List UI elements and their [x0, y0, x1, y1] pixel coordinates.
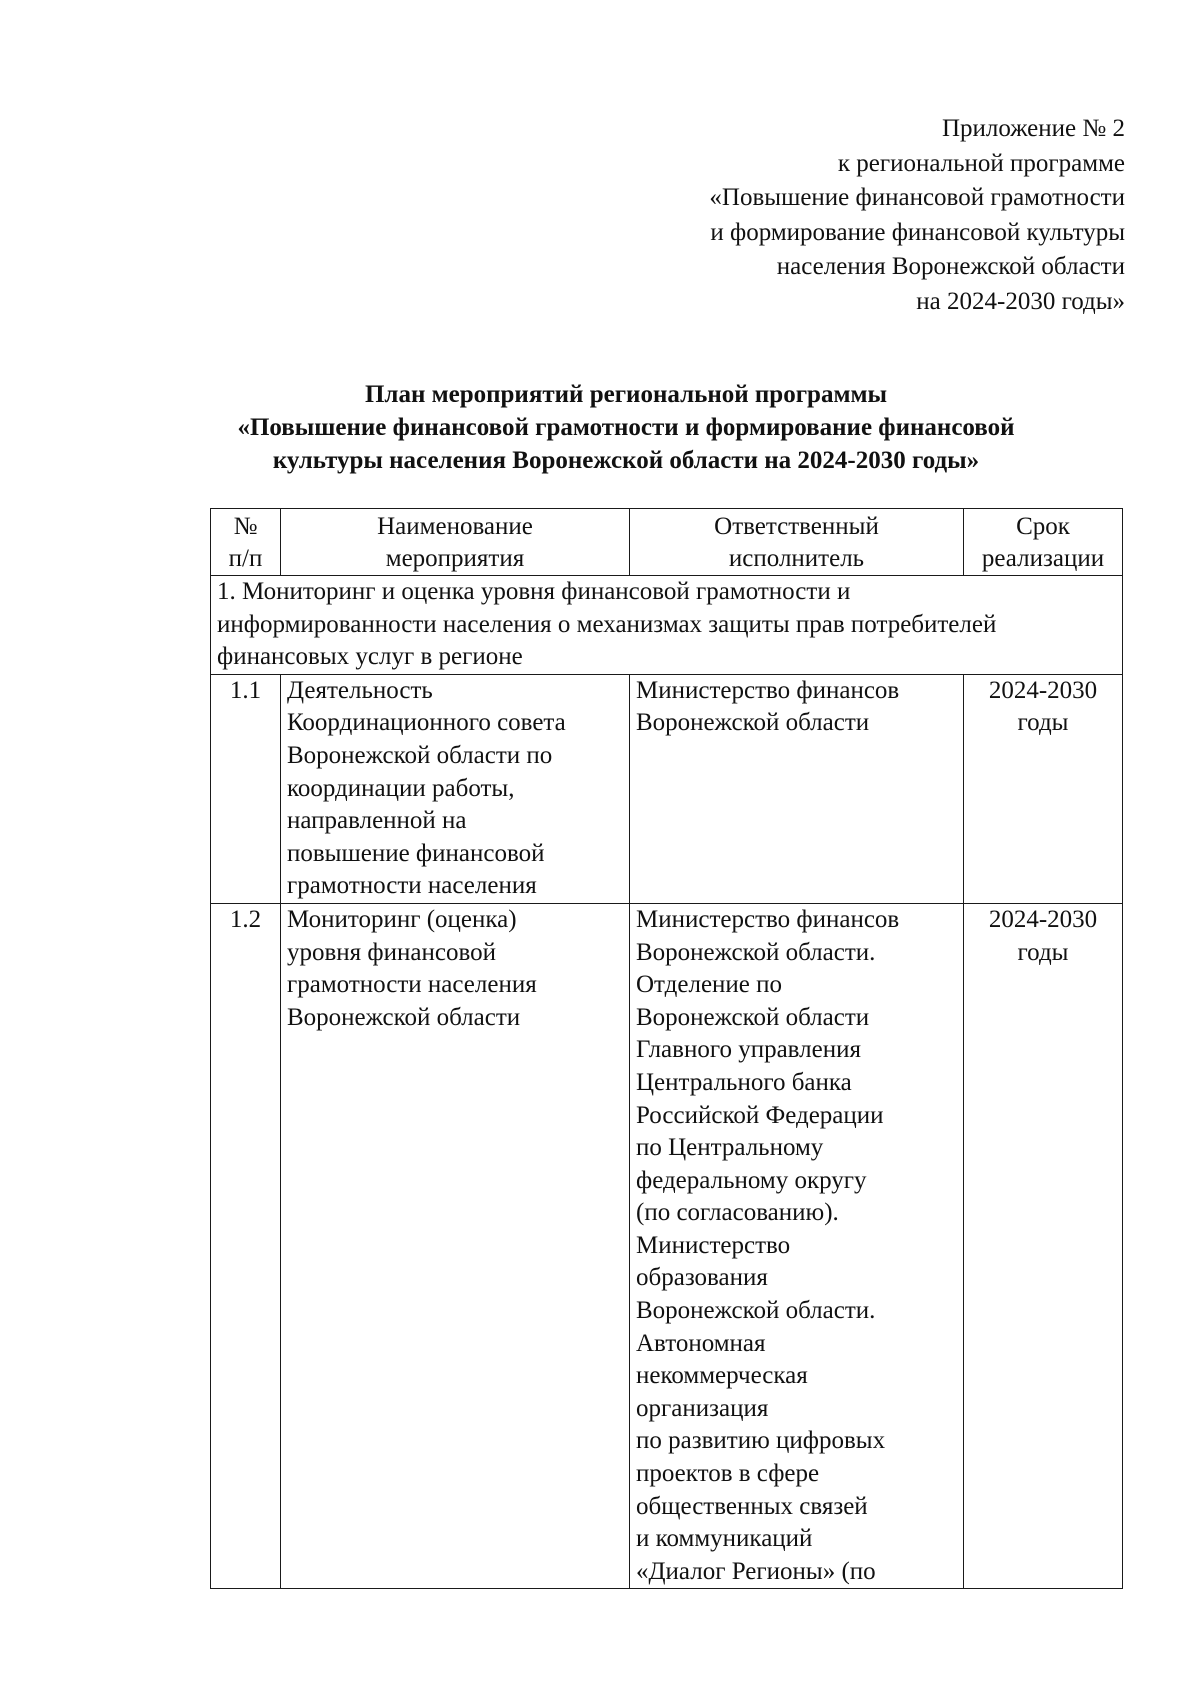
header-resp-line: Ответственный	[714, 513, 879, 540]
row-resp-line: Главного управления	[636, 1036, 861, 1064]
row-responsible	[630, 903, 964, 1588]
header-term	[964, 509, 1123, 576]
row-responsible	[630, 674, 964, 903]
appendix-line: Приложение № 2	[941, 115, 1125, 142]
row-term-line: 2024-2030	[988, 905, 1098, 933]
row-resp-line: Отделение по	[636, 971, 783, 999]
row-resp-line: федеральному округу	[636, 1166, 867, 1194]
row-resp-line: Министерство	[636, 1231, 791, 1259]
row-resp-line: некоммерческая	[636, 1362, 808, 1390]
header-num	[211, 509, 281, 576]
row-name-line: Воронежской области	[287, 1003, 521, 1031]
row-num: 1.1	[211, 674, 281, 903]
row-term-line: 2024-2030	[988, 676, 1098, 704]
appendix-line: населения Воронежской области	[776, 253, 1125, 280]
row-resp-line: по развитию цифровых	[636, 1427, 886, 1455]
section-line: 1. Мониторинг и оценка уровня финансовой грамотности и	[217, 578, 851, 605]
row-name-line: уровня финансовой	[287, 938, 496, 966]
header-term-line: реализации	[981, 545, 1105, 572]
row-resp-line: (по согласованию).	[636, 1199, 839, 1227]
row-resp-line: Автономная	[636, 1329, 766, 1357]
plan-title-line: культуры населения Воронежской области на 2024-2030 годы»	[272, 447, 980, 474]
row-name-line: повышение финансовой	[287, 839, 545, 867]
table-header-row	[211, 509, 1123, 576]
section-line: финансовых услуг в регионе	[217, 643, 523, 671]
appendix-line: «Повышение финансовой грамотности	[709, 184, 1125, 211]
section-line: информированности населения о механизмах защиты прав потребителей	[217, 610, 997, 638]
row-term-line: годы	[1017, 709, 1069, 737]
row-num: 1.2	[211, 903, 281, 1588]
row-resp-line: Министерство финансов	[636, 905, 900, 933]
header-name	[281, 509, 630, 576]
row-name-line: Координационного совета	[287, 709, 566, 737]
row-name-line: грамотности населения	[287, 971, 537, 999]
table-row	[211, 674, 1123, 903]
plan-title-line: «Повышение финансовой грамотности и формирование финансовой	[237, 414, 1015, 441]
appendix-line: на 2024-2030 годы»	[916, 287, 1125, 315]
row-name-line: направленной на	[287, 807, 467, 835]
row-resp-line: Центрального банка	[636, 1068, 852, 1096]
row-name-line: Деятельность	[287, 676, 433, 704]
row-term	[964, 903, 1123, 1588]
row-resp-line: Воронежской области.	[636, 1297, 876, 1325]
row-resp-line: «Диалог Регионы» (по	[636, 1557, 876, 1585]
row-resp-line: Воронежской области.	[636, 938, 876, 966]
table-row	[211, 903, 1123, 1588]
header-resp	[630, 509, 964, 576]
row-name-line: грамотности населения	[287, 872, 537, 900]
row-resp-line: образования	[636, 1264, 768, 1292]
section-1-title	[211, 576, 1123, 675]
row-name-line: координации работы,	[287, 774, 515, 802]
row-resp-line: Российской Федерации	[636, 1101, 884, 1129]
row-resp-line: по Центральному	[636, 1134, 824, 1162]
row-resp-line: и коммуникаций	[636, 1525, 813, 1553]
appendix-line: к региональной программе	[837, 149, 1125, 177]
row-name	[281, 674, 630, 903]
row-resp-line: Воронежской области	[636, 709, 870, 737]
row-term-line: годы	[1017, 938, 1069, 966]
appendix-header	[709, 112, 1125, 319]
header-resp-line: исполнитель	[728, 545, 865, 572]
header-name-line: Наименование	[377, 513, 533, 540]
row-term	[964, 674, 1123, 903]
row-resp-line: организация	[636, 1394, 769, 1422]
header-num-line: №	[233, 513, 258, 540]
row-name-line: Воронежской области по	[287, 741, 553, 769]
header-num-line: п/п	[228, 545, 263, 572]
row-resp-line: Воронежской области	[636, 1003, 870, 1031]
header-name-line: мероприятия	[385, 545, 525, 572]
plan-title-line: План мероприятий региональной программы	[364, 381, 888, 408]
plan-table	[210, 508, 1123, 1589]
row-name-line: Мониторинг (оценка)	[287, 905, 517, 933]
row-resp-line: общественных связей	[636, 1492, 868, 1520]
row-resp-line: проектов в сфере	[636, 1460, 820, 1488]
appendix-line: и формирование финансовой культуры	[710, 218, 1125, 246]
section-row	[211, 576, 1123, 675]
plan-title	[26, 378, 1200, 477]
header-term-line: Срок	[1016, 513, 1070, 540]
row-name	[281, 903, 630, 1588]
row-resp-line: Министерство финансов	[636, 676, 900, 704]
